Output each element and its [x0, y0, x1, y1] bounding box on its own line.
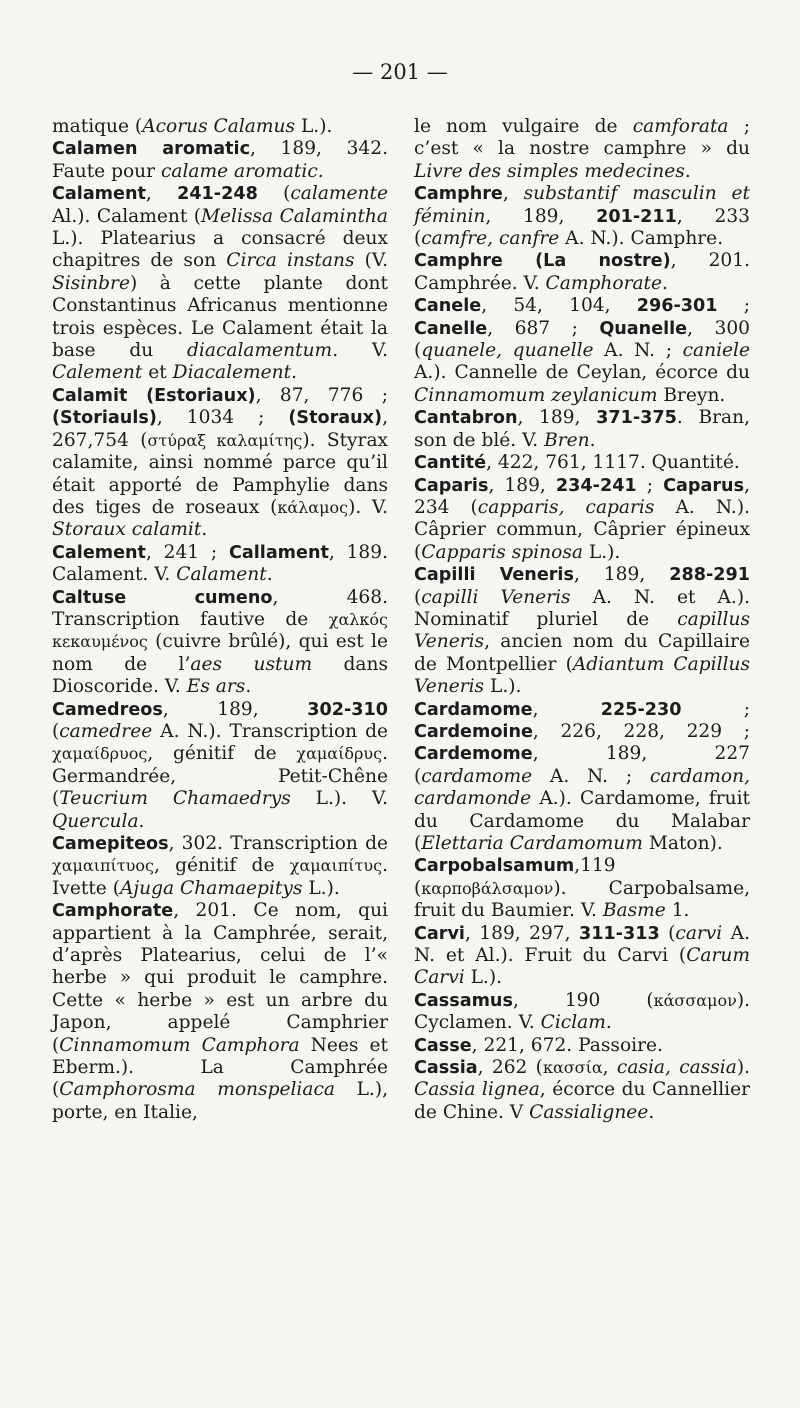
entry-text: , 234 (: [414, 474, 750, 518]
entry-text: Maton).: [642, 833, 723, 854]
entry-text: L.), porte, en Italie,: [52, 1079, 388, 1123]
entry-text: et: [142, 362, 173, 384]
entry-text: L.).: [582, 541, 621, 563]
italic-text: carvi: [675, 922, 723, 944]
greek-text: κάσσαμον: [653, 990, 737, 1010]
entry-headword: Cassia: [414, 1058, 478, 1079]
entry-headword: Carvi: [414, 923, 465, 944]
entry-text: ;: [636, 474, 664, 496]
italic-text: casia, cassia: [616, 1057, 737, 1079]
dictionary-entry: [414, 855, 750, 922]
italic-text: Diacalement: [172, 362, 292, 384]
dictionary-entry: [414, 183, 750, 250]
dictionary-entry: [414, 295, 750, 407]
italic-text: Carum Carvi: [414, 945, 750, 989]
dictionary-entry: [52, 587, 388, 699]
entry-text: .: [648, 1101, 655, 1123]
entry-headword: Camphorate: [52, 901, 174, 922]
entry-text: A. N.). Camphre.: [559, 228, 724, 250]
entry-text: ,: [502, 183, 524, 205]
italic-text: Quercula: [52, 810, 139, 832]
entry-text: A.). Cardamome, fruit du Cardamome du Malabar (: [414, 788, 750, 854]
entry-text: , 189,: [517, 407, 597, 429]
entry-text: .: [605, 1012, 612, 1034]
entry-headword: Camepiteos: [52, 834, 169, 854]
entry-headword: Cassamus: [414, 990, 513, 1011]
entry-text: A. N.). Transcription de: [152, 720, 388, 742]
entry-headword: (Storiauls): [52, 408, 157, 429]
right-column: [414, 116, 750, 1124]
greek-text: χαμαιπίτυς: [289, 856, 383, 876]
entry-text: .: [684, 160, 691, 182]
italic-text: Camphorate: [545, 272, 663, 294]
entry-text: L.). V.: [290, 788, 388, 810]
entry-text: L.).: [464, 967, 502, 989]
greek-text: καρποβάλσαμον: [421, 878, 554, 898]
left-column: [52, 116, 388, 1124]
entry-text: ,: [602, 1057, 617, 1079]
italic-text: Camphorosma monspeliaca: [59, 1079, 335, 1101]
dictionary-entry: [52, 833, 388, 900]
entry-text: L.).: [295, 116, 333, 137]
dictionary-entry: [414, 475, 750, 565]
main-reference: 311-313: [578, 923, 660, 944]
entry-text: .: [662, 272, 668, 294]
italic-text: Es ars: [186, 676, 246, 698]
entry-text: ;: [717, 295, 750, 317]
entry-headword: (Storaux): [288, 408, 383, 429]
entry-headword: Canelle: [414, 318, 488, 339]
entry-text: ). V.: [348, 496, 388, 518]
italic-text: capilli Veneris: [421, 586, 571, 608]
entry-text: .: [589, 429, 596, 451]
entry-text: ). Styrax calamite, ainsi nommé parce qu’il était apporté de Pamphylie dans des tiges de roseaux (: [52, 429, 389, 518]
entry-text: .: [291, 362, 298, 384]
entry-text: , 54, 104,: [481, 295, 637, 317]
entry-text: , 233 (: [414, 205, 751, 250]
dictionary-entry: [52, 699, 388, 833]
italic-text: Adiantum Capillus Veneris: [414, 653, 750, 698]
italic-text: Elettaria Cardamomum: [421, 833, 643, 854]
page-number: — 201 —: [352, 60, 448, 84]
entry-headword: Capilli Veneris: [414, 565, 574, 586]
italic-text: calame aromatic.: [160, 160, 324, 182]
entry-headword: Calament: [52, 184, 146, 205]
greek-text: χαλκός κεκαυμένος: [52, 609, 388, 652]
italic-text: Cassia lignea: [414, 1079, 540, 1101]
main-reference: 288-291: [669, 565, 750, 586]
italic-text: Circa instans: [226, 250, 355, 272]
dictionary-entry: [414, 250, 750, 295]
entry-text: Nees et Eberm.). La Camphrée (: [52, 1034, 388, 1101]
italic-text: Calament: [176, 564, 267, 586]
greek-text: στύραξ καλαμίτης: [147, 430, 303, 450]
greek-text: χαμαιπίτυος: [52, 856, 154, 876]
dictionary-entry: [414, 407, 750, 452]
italic-text: Cassialignee: [529, 1101, 649, 1123]
main-reference: 296-301: [636, 296, 718, 317]
entry-text: (: [659, 922, 676, 944]
entry-headword: Caparis: [414, 475, 489, 496]
entry-text: , 189, 342. Faute pour: [52, 138, 388, 182]
dictionary-entry: [414, 990, 750, 1035]
italic-text: caniele: [682, 340, 750, 362]
dictionary-entry: [414, 1035, 750, 1057]
entry-headword: Caltuse cumeno: [52, 587, 273, 608]
entry-text: dans Dioscoride. V.: [52, 653, 389, 698]
entry-text: .: [245, 676, 252, 698]
main-reference: 302-310: [307, 699, 388, 720]
entry-text: , génitif de: [147, 743, 297, 765]
entry-text: , 300 (: [414, 317, 750, 362]
entry-text: L.). Platearius a consacré deux chapitres de son: [52, 228, 388, 272]
entry-text: , 687 ;: [487, 317, 600, 339]
entry-text: Al.). Calament (: [52, 205, 202, 227]
main-reference: 371-375: [596, 408, 677, 429]
italic-text: cardamome: [421, 765, 533, 787]
italic-text: Storaux calamit: [52, 519, 202, 541]
entry-text: .: [201, 519, 208, 541]
entry-text: , 302. Transcription de: [168, 833, 388, 854]
entry-text: , 241 ;: [145, 541, 229, 563]
entry-text: A. N. et Al.). Fruit du Carvi (: [414, 922, 751, 967]
entry-text: (: [52, 720, 60, 742]
italic-text: Sisinbre: [52, 272, 130, 294]
entry-text: , génitif de: [153, 855, 290, 877]
entry-headword: Calamit (Estoriaux): [52, 385, 256, 406]
entry-text: , 267,754 (: [52, 407, 388, 451]
entry-text: . Bran, son de blé. V.: [414, 407, 750, 451]
italic-text: Capparis spinosa: [421, 541, 583, 563]
dictionary-entry: [52, 183, 388, 385]
italic-text: aes ustum: [190, 653, 313, 675]
dictionary-entry: [52, 138, 388, 183]
main-reference: 225-230: [600, 699, 682, 720]
italic-text: Bren: [544, 429, 590, 451]
entry-text: , 189, 297,: [464, 922, 579, 944]
entry-text: , ancien nom du Capillaire de Montpellier (: [414, 631, 750, 675]
entry-headword: Cardemoine: [414, 721, 533, 742]
entry-text: (cuivre brûlé), qui est le nom de l’: [52, 631, 388, 675]
dictionary-entry: [414, 923, 750, 990]
dictionary-entry: [52, 542, 388, 587]
greek-text: κασσία: [542, 1058, 603, 1078]
entry-text: , 190 (: [512, 989, 654, 1011]
italic-text: capillus Veneris: [414, 608, 750, 653]
dictionary-entry: [52, 900, 388, 1124]
entry-text: , 422, 761, 1117. Quantité.: [486, 452, 740, 474]
entry-text: , 189,: [488, 474, 556, 496]
entry-text: A. N. ;: [532, 765, 650, 787]
entry-text: A. N.). Câprier commun, Câprier épineux (: [414, 496, 750, 563]
greek-text: χαμαίδρυς: [296, 744, 383, 764]
entry-headword: Canele: [414, 296, 482, 317]
entry-text: , 262 (: [477, 1057, 543, 1079]
entry-text: ,119 (: [414, 855, 616, 899]
entry-text: , 221, 672. Passoire.: [471, 1034, 663, 1056]
entry-text: (: [257, 183, 291, 205]
entry-text: A.). Cannelle de Ceylan, écorce du: [414, 362, 750, 384]
italic-text: Cinnamomum Camphora: [59, 1034, 300, 1056]
dictionary-entry: [414, 452, 750, 474]
italic-text: camforata: [632, 116, 729, 137]
italic-text: Calement: [52, 362, 143, 384]
italic-text: Melissa Calamintha: [201, 205, 388, 227]
italic-text: diacalamentum: [187, 340, 333, 362]
entry-text: , 87, 776 ;: [255, 384, 389, 406]
entry-text: .: [266, 564, 273, 586]
entry-text: ). Cyclamen. V.: [414, 989, 750, 1034]
greek-text: χαμαίδρυος: [52, 744, 148, 764]
entry-headword: Quanelle: [599, 318, 688, 339]
entry-text: , 189, 227 (: [414, 743, 750, 787]
entry-text: L.).: [302, 877, 340, 899]
italic-text: cardamon, cardamonde: [414, 765, 750, 810]
entry-headword: Camphre (La nostre): [414, 251, 671, 272]
entry-text: . Ivette (: [52, 855, 388, 899]
italic-text: Cinnamomum zeylanicum: [414, 384, 658, 406]
entry-text: (V.: [354, 250, 388, 272]
entry-text: Breyn.: [657, 384, 726, 406]
entry-text: , 468. Transcription fautive de: [52, 586, 388, 630]
entry-headword: Callament: [228, 542, 329, 563]
entry-text: A. N. et A.). Nominatif pluriel de: [414, 586, 751, 630]
entry-headword: Camphre: [414, 184, 503, 205]
italic-text: camedree: [59, 720, 153, 742]
greek-text: κάλαμος: [277, 497, 349, 517]
entry-headword: Cardamome: [414, 699, 533, 720]
entry-text: , 201. Ce nom, qui appartient à la Camphrée, serait, d’après Platearius, celui de l’« herbe » qui produit le camphre. Cette « herbe » est un arbre du Japon, appelé Camphrier (: [52, 900, 388, 1056]
dictionary-entry: [414, 1057, 750, 1124]
entry-headword: Casse: [414, 1035, 472, 1056]
entry-text: ,: [532, 698, 601, 720]
entry-headword: Calamen aromatic: [52, 139, 251, 160]
entry-text: A. N. ;: [593, 340, 683, 362]
entry-text: 1.: [665, 900, 690, 922]
dictionary-entry: [414, 699, 750, 856]
main-reference: 241-248: [177, 184, 258, 205]
entry-text: (: [414, 586, 422, 608]
entry-text: , 189. Calament. V.: [52, 541, 388, 586]
entry-text: . V.: [332, 340, 388, 362]
entry-headword: Camedreos: [52, 699, 163, 720]
entry-text: , 189,: [573, 564, 670, 586]
entry-headword: Calement: [52, 542, 146, 563]
entry-text: ).: [736, 1057, 750, 1079]
entry-text: .: [138, 810, 145, 832]
dictionary-entry: [52, 116, 388, 138]
entry-text: , 189,: [485, 205, 597, 227]
entry-text: ,: [145, 183, 178, 205]
italic-text: camfre, canfre: [421, 228, 560, 250]
italic-text: Ajuga Chamaepitys: [119, 877, 303, 899]
italic-text: Livre des simples medecines: [414, 160, 685, 182]
entry-headword: Caparus: [663, 475, 745, 496]
dictionary-entry: [414, 564, 750, 698]
entry-headword: Cantité: [414, 453, 487, 474]
entry-text: ). Carpobalsame, fruit du Baumier. V.: [414, 877, 750, 922]
italic-text: Basme: [602, 900, 666, 922]
entry-text: . Germandrée, Petit-Chêne (: [52, 743, 388, 810]
entry-headword: Cantabron: [414, 408, 518, 429]
entry-headword: Carpobalsamum: [414, 856, 575, 877]
italic-text: capparis, caparis: [477, 496, 655, 518]
italic-text: calamente: [290, 183, 388, 205]
entry-text: matique (: [52, 116, 143, 137]
italic-text: substantif masculin et féminin: [414, 183, 751, 227]
entry-text: ; c’est « la nostre camphre » du: [414, 116, 750, 160]
italic-text: quanele, quanelle: [421, 340, 594, 362]
main-reference: 201-211: [596, 206, 677, 227]
entry-headword: Cardemome: [414, 744, 533, 765]
entry-text: , 1034 ;: [156, 407, 289, 429]
entry-text: , 201. Camphrée. V.: [414, 250, 750, 294]
main-reference: 234-241: [555, 475, 637, 496]
dictionary-entry: [52, 385, 388, 542]
entry-text: , écorce du Cannellier de Chine. V: [414, 1079, 751, 1123]
entry-text: ;: [681, 698, 750, 720]
entry-text: le nom vulgaire de: [414, 116, 633, 137]
italic-text: Acorus Calamus: [142, 116, 296, 137]
entry-text: ) à cette plante dont Constantinus Africanus mentionne trois espèces. Le Calament était la base du: [52, 272, 388, 362]
entry-text: , 226, 228, 229 ;: [532, 720, 750, 742]
entry-text: L.).: [484, 676, 522, 698]
italic-text: Teucrium Chamaedrys: [59, 788, 291, 810]
entry-text: , 189,: [162, 698, 308, 720]
dictionary-entry: [414, 116, 750, 183]
italic-text: Ciclam: [540, 1012, 606, 1034]
